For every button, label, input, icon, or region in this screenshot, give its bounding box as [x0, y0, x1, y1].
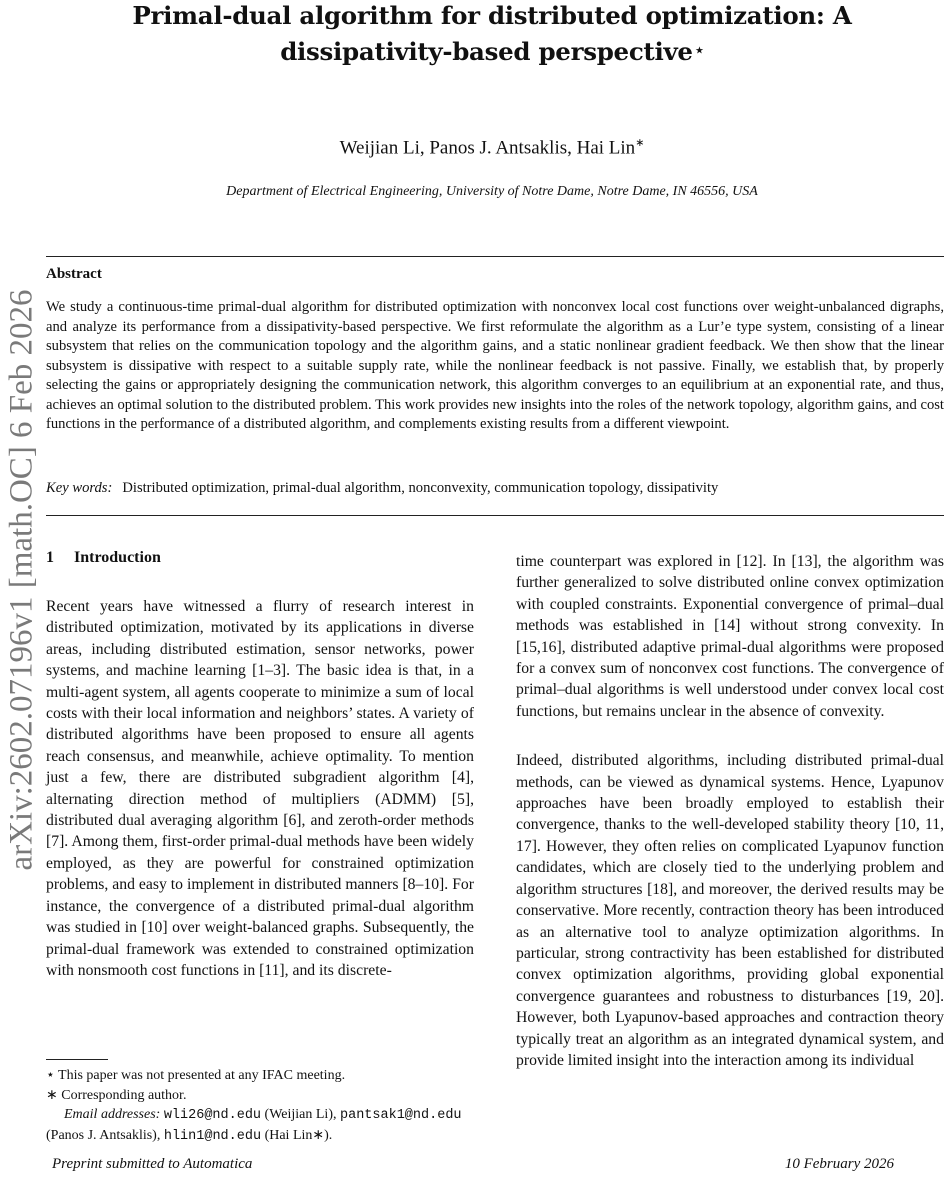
title-line-1: Primal-dual algorithm for distributed optimization: A — [132, 1, 852, 30]
intro-paragraph-1: Recent years have witnessed a flurry of research interest in distributed optimization, motivated by its applications in diverse areas, including distributed estimation, sensor networks, power systems, and machine learning [1–3]. The basic idea is that, in a multi-agent system, all agents cooperate to minimize a sum of local costs with their local information and neighbors’ states. A variety of distributed algorithms have been proposed to ensure all agents reach consensus, and meanwhile, achieve optimality. To mention just a few, there are distributed subgradient algorithm [4], alternating direction method of multipliers (ADMM) [5], distributed dual averaging algorithm [6], and zeroth-order methods [7]. Among them, first-order primal-dual methods have been widely employed, as they are powerful for constrained optimization problems, and easy to implement in distributed manners [8–10]. For instance, the convergence of a distributed primal-dual algorithm was studied in [10] over weight-balanced graphs. Subsequently, the primal-dual framework was extended to constrained optimization with nonsmooth cost functions in [11], and its discrete- — [46, 598, 474, 979]
footnotes — [46, 1066, 474, 1146]
email-link-2[interactable]: pantsak1@nd.edu — [340, 1108, 462, 1123]
email-owner-3: (Hai Lin∗). — [264, 1127, 333, 1143]
section-number: 1 — [46, 549, 54, 566]
title-line-2-text: dissipativity-based perspective — [280, 37, 693, 66]
intro-paragraph-1-continued: time counterpart was explored in [12]. In [13], the algorithm was further generalized to solve distributed online convex optimization with coupled constraints. Exponential convergence of primal–dual methods was established in [14] without strong convexity. In [15,16], distributed adaptive primal-dual algorithms were proposed for a convex sum of nonconvex cost functions. The convergence of primal–dual algorithms is well understood under convex local cost functions, but remains unclear in the absence of convexity. — [516, 553, 944, 720]
title-line-2 — [40, 34, 944, 70]
abstract-top-rule — [46, 256, 944, 257]
footnote-corresponding — [46, 1086, 474, 1106]
email-link-1[interactable]: wli26@nd.edu — [163, 1108, 262, 1123]
right-column — [516, 551, 944, 1071]
footnote-star — [46, 1066, 474, 1086]
abstract-heading: Abstract — [46, 266, 102, 282]
left-column — [46, 596, 474, 981]
keywords-label: Key words: — [46, 480, 113, 496]
footnote-corresponding-mark: ∗ — [46, 1087, 58, 1103]
section-heading — [46, 549, 161, 567]
paper-title — [40, 0, 944, 70]
email-label: Email addresses: — [64, 1107, 161, 1122]
footnote-emails — [46, 1105, 474, 1146]
arxiv-identifier: arXiv:2602.07196v1 [math.OC] 6 Feb 2026 — [3, 289, 40, 871]
author-names: Weijian Li, Panos J. Antsaklis, Hai Lin — [339, 137, 636, 159]
keywords — [46, 480, 718, 497]
footer-preprint-note: Preprint submitted to Automatica — [52, 1156, 253, 1172]
abstract-text: We study a continuous-time primal-dual algorithm for distributed optimization with nonconvex local cost functions over weight-unbalanced digraphs, and analyze its performance from a dissipativity-based perspective. We first reformulate the algorithm as a Lur’e type system, consisting of a linear subsystem that relies on the communication topology and the algorithm gains, and a static nonlinear gradient feedback. We then show that the linear subsystem is dissipative with respect to a suitable supply rate, while the nonlinear feedback is not passive. Finally, we establish that, by properly selecting the gains or appropriately designing the communication network, this algorithm converges to an equilibrium at an exponential rate, and thus, achieves an optimal solution to the distributed problem. This work provides new insights into the roles of the network topology, algorithm gains, and cost functions in the performance of a distributed algorithm, and complements existing results from a different viewpoint. — [46, 299, 944, 432]
email-owner-2: (Panos J. Antsaklis), — [46, 1127, 161, 1143]
email-link-3[interactable]: hlin1@nd.edu — [163, 1128, 262, 1144]
corresponding-author-mark: ∗ — [635, 137, 645, 149]
abstract-bottom-rule — [46, 515, 944, 516]
title-footnote-mark: ⋆ — [694, 41, 704, 59]
keywords-text: Distributed optimization, primal-dual algorithm, nonconvexity, communication topology, dissipativity — [122, 480, 719, 496]
section-title: Introduction — [74, 549, 161, 566]
footer-date: 10 February 2026 — [784, 1156, 894, 1172]
email-owner-1: (Weijian Li), — [264, 1107, 337, 1122]
footnote-star-text: This paper was not presented at any IFAC meeting. — [58, 1068, 346, 1083]
affiliation: Department of Electrical Engineering, University of Notre Dame, Notre Dame, IN 46556, USA — [226, 184, 758, 199]
footnote-star-mark: ⋆ — [46, 1068, 55, 1083]
footnote-rule — [46, 1059, 108, 1060]
footnote-corresponding-text: Corresponding author. — [61, 1087, 187, 1103]
author-list — [40, 136, 944, 159]
arxiv-side-stamp — [0, 0, 40, 1200]
intro-paragraph-2: Indeed, distributed algorithms, including distributed primal-dual methods, can be viewed as dynamical systems. Hence, Lyapunov approaches have been broadly employed to establish their convergence, thanks to the well-developed stability theory [10, 11, 17]. However, they often relies on complicated Lyapunov function candidates, which are closely tied to the underlying problem and algorithm structures [18], and moreover, the derived results may be conservative. More recently, contraction theory has been introduced as an alternative tool to analyze optimization algorithms. In particular, strong contractivity has been established for distributed convex optimization algorithms, providing global exponential convergence guarantees and robustness to disturbances [19, 20]. However, both Lyapunov-based approaches and contraction theory typically treat an algorithm as an integrated dynamical system, and provide limited insight into the interaction among its individual — [516, 752, 944, 1069]
